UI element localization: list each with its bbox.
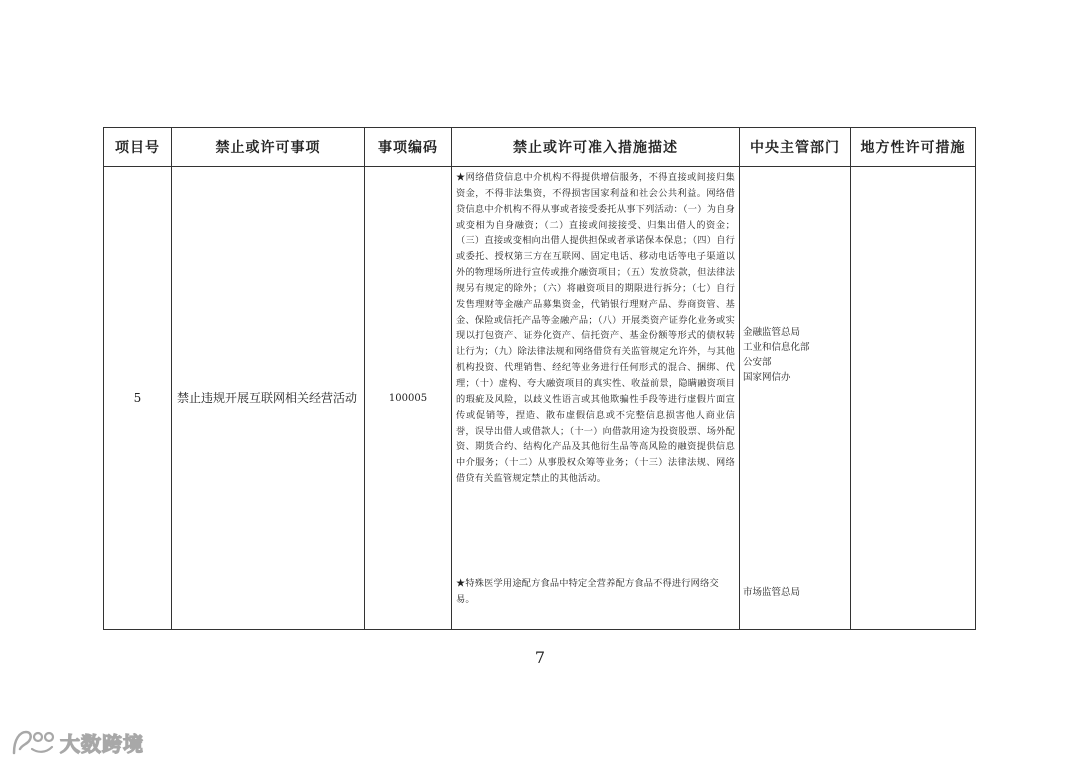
header-central-department: 中央主管部门: [740, 128, 851, 167]
table-header-row: [104, 128, 976, 167]
department-name-2: 市场监管总局: [743, 587, 801, 598]
cell-item-name: 禁止违规开展互联网相关经营活动: [172, 167, 365, 630]
header-item-number: 项目号: [104, 128, 172, 167]
description-paragraph-2: ★特殊医学用途配方食品中特定全营养配方食品不得进行网络交易。: [456, 578, 719, 605]
cell-central-department: [740, 167, 851, 630]
header-local-measure: 地方性许可措施: [851, 128, 976, 167]
department-name: 工业和信息化部: [743, 342, 810, 353]
watermark: [10, 727, 144, 757]
cell-measure-description: [452, 167, 740, 630]
department-name: 公安部: [743, 357, 772, 368]
cell-item-code: 100005: [365, 167, 452, 630]
table-row: [104, 167, 976, 630]
header-item-name: 禁止或许可事项: [172, 128, 365, 167]
department-name: 金融监管总局: [743, 327, 801, 338]
department-name: 国家网信办: [743, 372, 791, 383]
header-item-code: 事项编码: [365, 128, 452, 167]
department-list-1: [743, 325, 810, 385]
watermark-text: 大数跨境: [60, 731, 144, 756]
description-paragraph-1: ★网络借贷信息中介机构不得提供增信服务，不得直接或间接归集资金，不得非法集资，不得损害国家利益和社会公共利益。网络借贷信息中介机构不得从事或者接受委托从事下列活动：（一）为自身或变相为自身融资；（二）直接或间接接受、归集出借人的资金；（三）直接或变相向出借人提供担保或者承诺保本保息；（四）自行或委托、授权第三方在互联网、固定电话、移动电话等电子渠道以外的物理场所进行宣传或推介融资项目；（五）发放贷款，但法律法规另有规定的除外；（六）将融资项目的期限进行拆分；（七）自行发售理财等金融产品募集资金，代销银行理财产品、券商资管、基金、保险或信托产品等金融产品；（八）开展类资产证券化业务或实现以打包资产、证券化资产、信托资产、基金份额等形式的债权转让行为；（九）除法律法规和网络借贷有关监管规定允许外，与其他机构投资、代理销售、经纪等业务进行任何形式的混合、捆绑、代理；（十）虚构、夸大融资项目的真实性、收益前景，隐瞒融资项目的瑕疵及风险，以歧义性语言或其他欺骗性手段等进行虚假片面宣传或促销等，捏造、散布虚假信息或不完整信息损害他人商业信誉，误导出借人或借款人；（十一）向借款用途为投资股票、场外配资、期货合约、结构化产品及其他衍生品等高风险的融资提供信息中介服务；（十二）从事股权众筹等业务；（十三）法律法规、网络借贷有关监管规定禁止的其他活动。: [456, 172, 735, 485]
brand-logo-icon: [10, 727, 56, 757]
header-measure-description: 禁止或许可准入措施描述: [452, 128, 740, 167]
cell-local-measure: [851, 167, 976, 630]
cell-item-number: 5: [104, 167, 172, 630]
regulation-table: [103, 127, 976, 630]
page-number: 7: [534, 648, 546, 667]
